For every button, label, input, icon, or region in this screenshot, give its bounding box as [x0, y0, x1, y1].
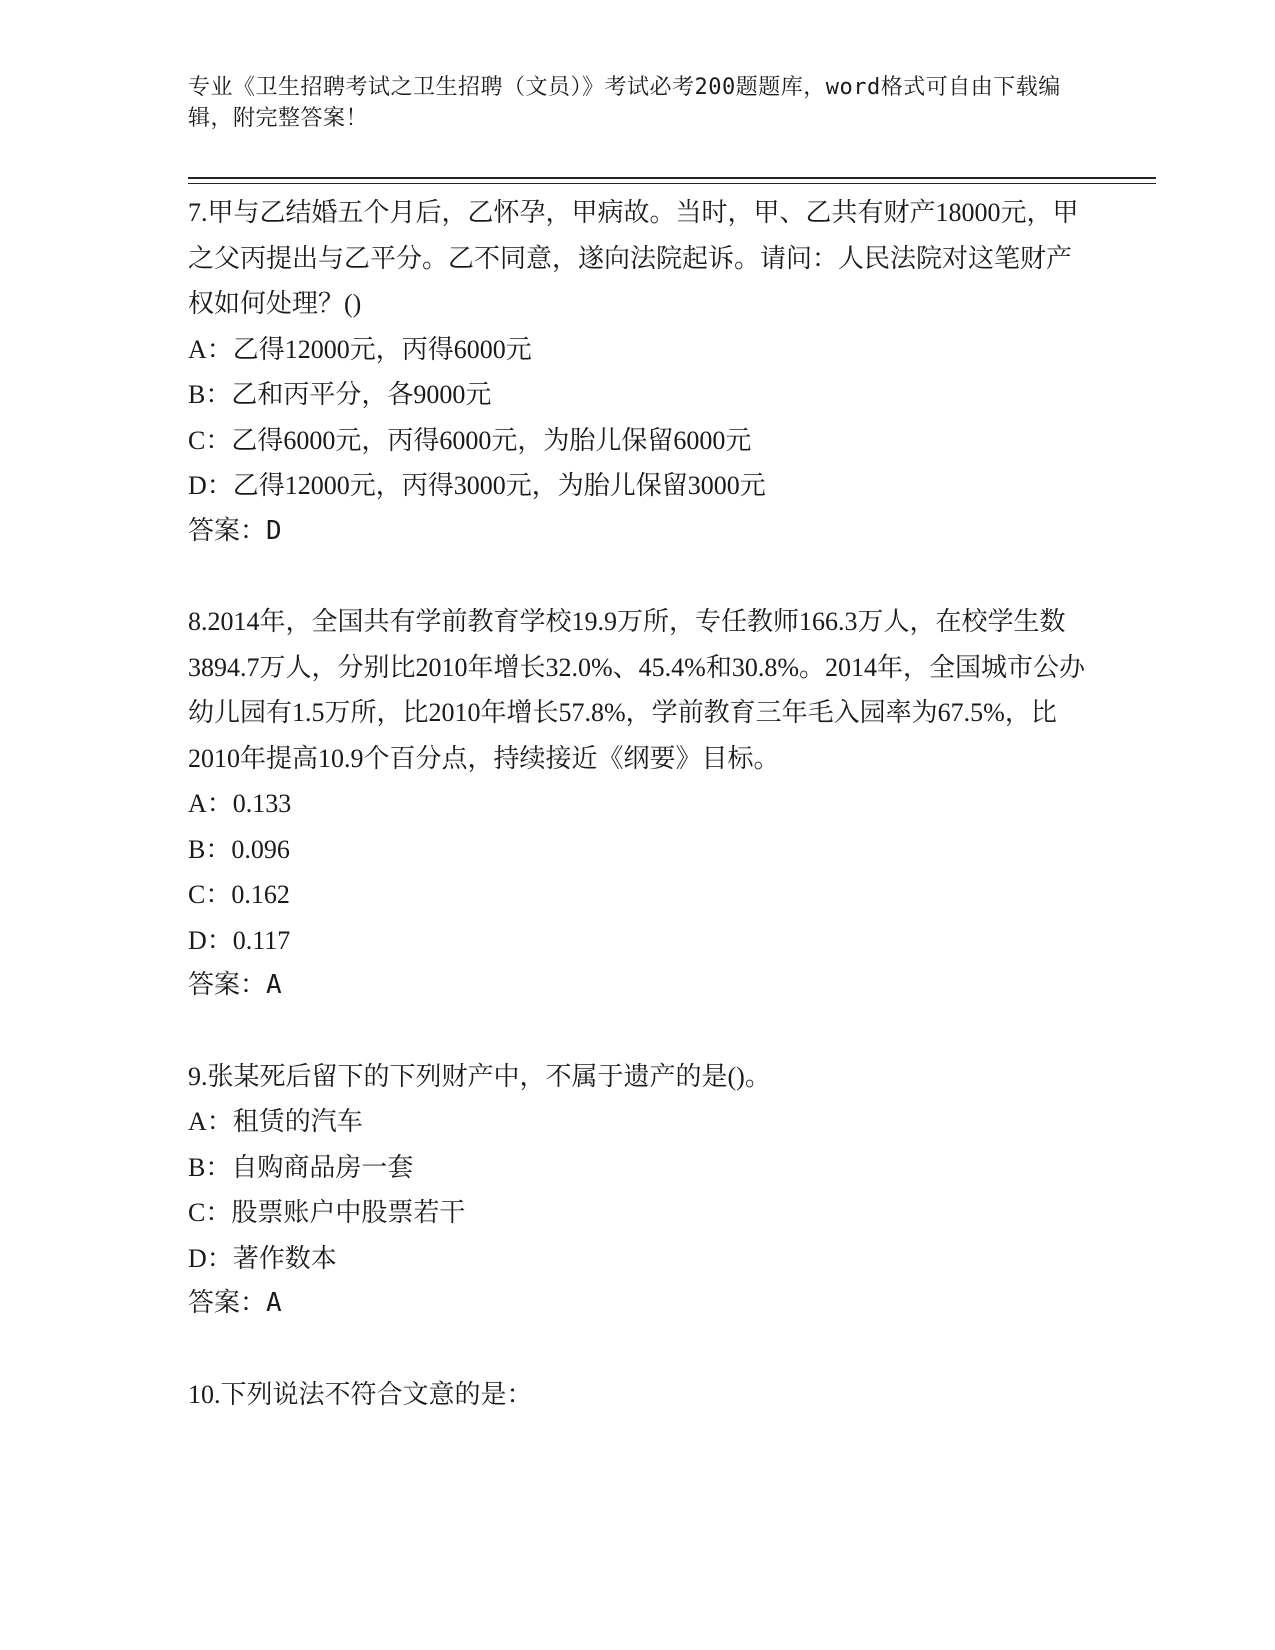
option-d: D：著作数本: [188, 1243, 337, 1273]
question-10: [188, 1372, 1088, 1418]
option-d: D：乙得12000元，丙得3000元，为胎儿保留3000元: [188, 471, 766, 500]
header-divider-thick: [188, 177, 1156, 179]
option-a: A：租赁的汽车: [188, 1107, 363, 1136]
option-c: C：0.162: [188, 880, 290, 909]
option-d: D：0.117: [188, 925, 291, 955]
option-c: C：乙得6000元，丙得6000元，为胎儿保留6000元: [188, 425, 752, 455]
question-stem: 7.甲与乙结婚五个月后，乙怀孕，甲病故。当时，甲、乙共有财产18000元，甲之父丙提出与乙平分。乙不同意，遂向法院起诉。请问：人民法院对这笔财产权如何处理？(): [188, 198, 1079, 318]
option-b: B：自购商品房一套: [188, 1152, 414, 1182]
answer-label: 答案：D: [188, 515, 282, 546]
question-stem: 9.张某死后留下的下列财产中，不属于遗产的是()。: [188, 1061, 771, 1091]
document-header: 专业《卫生招聘考试之卫生招聘（文员）》考试必考200题题库，word格式可自由下载编辑，附完整答案！: [188, 75, 1061, 131]
answer-label: 答案：A: [188, 1288, 282, 1318]
option-b: B：乙和丙平分，各9000元: [188, 380, 492, 409]
question-stem: 8.2014年，全国共有学前教育学校19.9万所，专任教师166.3万人，在校学生数3894.7万人，分别比2010年增长32.0%、45.4%和30.8%。2014年，全国城市公办幼儿园有1.5万所，比2010年增长57.8%，学前教育三年毛入园率为67.5%，比2010年提高10.9个百分点，持续接近《纲要》目标。: [188, 607, 1085, 773]
answer-label: 答案：A: [188, 970, 282, 1000]
option-a: A：乙得12000元，丙得6000元: [188, 334, 532, 364]
question-7: [188, 190, 1088, 554]
option-a: A：0.133: [188, 789, 292, 818]
option-b: B：0.096: [188, 834, 290, 864]
question-stem: 10.下列说法不符合文意的是：: [188, 1379, 533, 1409]
question-list: [188, 190, 1088, 1417]
question-8: [188, 599, 1088, 1009]
question-9: [188, 1054, 1088, 1327]
option-c: C：股票账户中股票若干: [188, 1198, 466, 1227]
header-divider-thin: [188, 183, 1156, 184]
